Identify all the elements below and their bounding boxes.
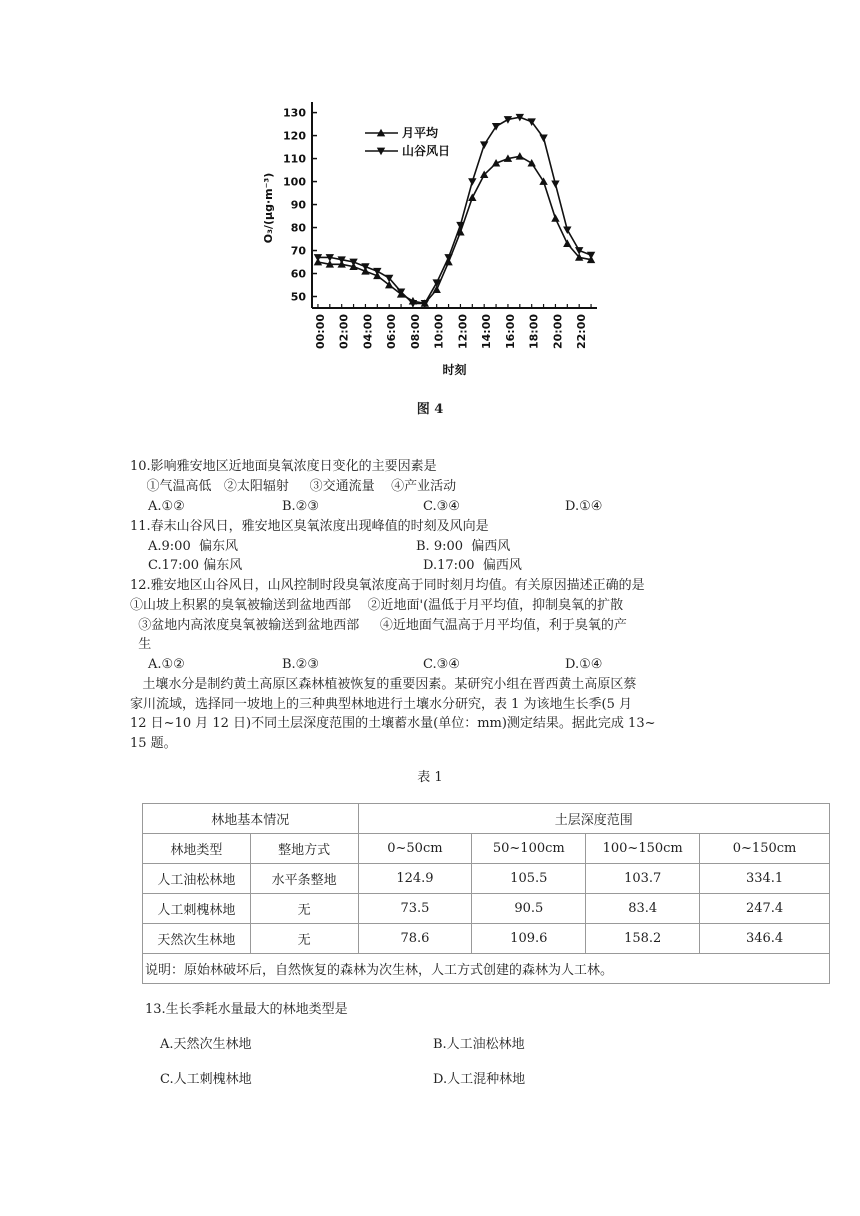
legend-label: 山谷风日	[402, 144, 451, 158]
table-cell: 73.5	[358, 894, 472, 924]
q10-option-d[interactable]: D.①④	[565, 499, 603, 514]
series-line-2	[318, 117, 591, 303]
q12-items-1: ①山坡上积累的臭氧被输送到盆地西部 ②近地面'(温低于月平均值，抑制臭氧的扩散	[130, 598, 624, 613]
x-tick-label: 20:00	[551, 314, 565, 350]
y-tick-label: 50	[290, 290, 306, 304]
table-cell: 人工刺槐林地	[143, 894, 251, 924]
table-cell: 78.6	[358, 924, 472, 954]
x-tick-label: 12:00	[456, 314, 470, 350]
group-header-depth: 土层深度范围	[358, 804, 830, 834]
table-cell: 124.9	[358, 864, 472, 894]
soil-water-table	[142, 803, 830, 984]
col-header: 林地类型	[143, 834, 251, 864]
q10-option-b[interactable]: B.②③	[282, 499, 319, 514]
table-cell: 无	[250, 924, 358, 954]
x-tick-label: 22:00	[575, 314, 589, 350]
series-line-1	[318, 156, 591, 303]
x-tick-label: 00:00	[313, 314, 327, 350]
x-tick-label: 04:00	[361, 314, 375, 350]
table-header-row	[143, 834, 830, 864]
table-cell: 109.6	[472, 924, 586, 954]
y-tick-label: 80	[290, 221, 306, 235]
data-point	[551, 181, 559, 189]
data-point	[492, 123, 500, 131]
x-tick-label: 18:00	[527, 314, 541, 350]
q10-stem: 10.影响雅安地区近地面臭氧浓度日变化的主要因素是	[130, 459, 437, 474]
col-header: 0~150cm	[700, 834, 830, 864]
group-header-forest: 林地基本情况	[143, 804, 359, 834]
table-note-row	[143, 954, 830, 984]
table-cell: 103.7	[586, 864, 700, 894]
q12-items-2: ③盆地内高浓度臭氧被输送到盆地西部 ④近地面气温高于月平均值，利于臭氧的产	[130, 618, 627, 633]
q13-option-b[interactable]: B.人工油松林地	[433, 1037, 525, 1052]
q11-option-b[interactable]: B. 9:00 偏西风	[416, 539, 511, 554]
q12-option-d[interactable]: D.①④	[565, 657, 603, 672]
q11-stem: 11.春末山谷风日，雅安地区臭氧浓度出现峰值的时刻及风向是	[130, 519, 489, 534]
table-group-header	[143, 804, 830, 834]
x-axis-label: 时刻	[442, 363, 467, 377]
q13-option-c[interactable]: C.人工刺槐林地	[160, 1072, 252, 1087]
table-cell: 83.4	[586, 894, 700, 924]
table-row	[143, 924, 830, 954]
data-point	[563, 226, 571, 234]
table-cell: 人工油松林地	[143, 864, 251, 894]
figure-caption: 图 4	[416, 402, 444, 417]
q13-option-a[interactable]: A.天然次生林地	[160, 1037, 252, 1052]
y-tick-label: 100	[283, 175, 306, 189]
q12-stem: 12.雅安地区山谷风日，山风控制时段臭氧浓度高于同时刻月均值。有关原因描述正确的是	[130, 578, 645, 593]
q12-option-a[interactable]: A.①②	[148, 657, 185, 672]
table-cell: 346.4	[700, 924, 830, 954]
q10-items: ①气温高低 ②太阳辐射 ③交通流量 ④产业活动	[130, 479, 457, 494]
q11-option-a[interactable]: A.9:00 偏东风	[148, 539, 238, 554]
y-axis-label: O₃/(μg·m⁻³)	[262, 172, 275, 244]
data-point	[504, 116, 512, 124]
q10-option-c[interactable]: C.③④	[423, 499, 460, 514]
x-tick-label: 16:00	[503, 314, 517, 350]
data-point	[480, 141, 488, 149]
data-point	[539, 135, 547, 143]
data-point	[587, 252, 595, 260]
data-point	[527, 159, 535, 167]
x-tick-label: 06:00	[385, 314, 399, 350]
table-cell: 天然次生林地	[143, 924, 251, 954]
q11-option-c[interactable]: C.17:00 偏东风	[148, 558, 243, 573]
data-point	[516, 152, 524, 160]
passage-line-3: 12 日~10 月 12 日)不同土层深度范围的土壤蓄水量(单位：mm)测定结果。据此完成 13~	[130, 716, 656, 731]
q12-items-3: 生	[130, 637, 152, 652]
x-tick-label: 10:00	[432, 314, 446, 350]
passage-line-4: 15 题。	[130, 736, 177, 751]
passage-line-2: 家川流域，选择同一坡地上的三种典型林地进行土壤水分研究，表 1 为该地生长季(5 月	[130, 697, 633, 712]
table-cell: 90.5	[472, 894, 586, 924]
q11-option-d[interactable]: D.17:00 偏西风	[423, 558, 522, 573]
data-point	[444, 254, 452, 262]
table-note: 说明：原始林破坏后，自然恢复的森林为次生林，人工方式创建的森林为人工林。	[143, 954, 830, 984]
data-point	[551, 214, 559, 222]
table-cell: 水平条整地	[250, 864, 358, 894]
q13-option-d[interactable]: D.人工混种林地	[433, 1072, 526, 1087]
y-tick-label: 90	[290, 198, 306, 212]
col-header: 整地方式	[250, 834, 358, 864]
y-tick-label: 70	[290, 244, 306, 258]
y-tick-label: 110	[283, 152, 306, 166]
table-cell: 无	[250, 894, 358, 924]
data-point	[563, 239, 571, 247]
legend-label: 月平均	[402, 126, 439, 140]
data-point	[468, 178, 476, 186]
q13-stem: 13.生长季耗水量最大的林地类型是	[145, 1002, 348, 1017]
q12-option-b[interactable]: B.②③	[282, 657, 319, 672]
table-cell: 334.1	[700, 864, 830, 894]
table-title: 表 1	[417, 770, 443, 785]
table-row	[143, 864, 830, 894]
y-tick-label: 120	[283, 129, 306, 143]
col-header: 50~100cm	[472, 834, 586, 864]
x-tick-label: 08:00	[408, 314, 422, 350]
y-tick-label: 130	[283, 106, 306, 120]
ozone-line-chart	[250, 100, 610, 390]
q12-option-c[interactable]: C.③④	[423, 657, 460, 672]
table-row	[143, 894, 830, 924]
data-point	[539, 177, 547, 185]
y-tick-label: 60	[290, 267, 306, 281]
col-header: 100~150cm	[586, 834, 700, 864]
q10-option-a[interactable]: A.①②	[148, 499, 185, 514]
table-cell: 105.5	[472, 864, 586, 894]
x-tick-label: 02:00	[337, 314, 351, 350]
col-header: 0~50cm	[358, 834, 472, 864]
table-cell: 158.2	[586, 924, 700, 954]
passage-line-1: 土壤水分是制约黄土高原区森林植被恢复的重要因素。某研究小组在晋西黄土高原区蔡	[130, 677, 637, 692]
x-tick-label: 14:00	[480, 314, 494, 350]
table-cell: 247.4	[700, 894, 830, 924]
